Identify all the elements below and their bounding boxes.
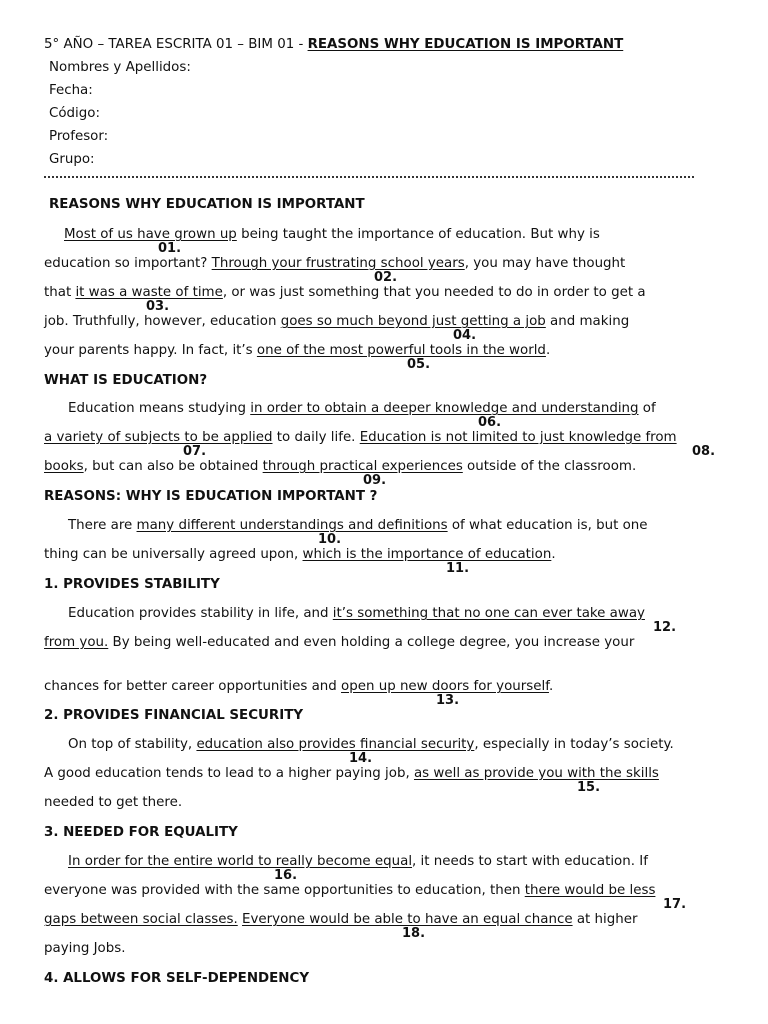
blank-number-10: 10. [318,532,342,547]
section-what-heading: WHAT IS EDUCATION? [44,373,208,388]
reasons-line-2: thing can be universally agreed upon, which is the importance of education. [44,547,556,562]
financial-line-2: A good education tends to lead to a higher paying job, as well as provide you with the skills [44,766,659,781]
blank-number-08: 08. [692,444,716,459]
blank-number-15: 15. [577,780,601,795]
equality-line-4: paying Jobs. [44,941,126,956]
blank-number-03: 03. [146,299,170,314]
intro-line-5: your parents happy. In fact, it’s one of the most powerful tools in the world. [44,343,551,358]
blank-number-02: 02. [374,270,398,285]
intro-line-3: that it was a waste of time, or was just something that you needed to do in order to get a [44,285,646,300]
field-group: Grupo: [49,152,95,167]
intro-line-2: education so important? Through your frustrating school years, you may have thought [44,256,626,271]
equality-line-3: gaps between social classes. Everyone would be able to have an equal chance at higher [44,912,638,927]
header-title: REASONS WHY EDUCATION IS IMPORTANT [307,37,624,52]
assignment-header [44,37,623,53]
blank-number-04: 04. [453,328,477,343]
header-prefix: 5° AÑO – TAREA ESCRITA 01 – BIM 01 - [44,37,308,52]
blank-number-16: 16. [274,868,298,883]
financial-line-3: needed to get there. [44,795,183,810]
equality-line-2: everyone was provided with the same opportunities to education, then there would be less [44,883,656,898]
blank-number-11: 11. [446,561,470,576]
blank-number-13: 13. [436,693,460,708]
section-3-heading: 3. NEEDED FOR EQUALITY [44,825,238,840]
what-line-1: Education means studying in order to obtain a deeper knowledge and understanding of [68,401,656,416]
section-2-heading: 2. PROVIDES FINANCIAL SECURITY [44,708,304,723]
intro-line-1: Most of us have grown up being taught the importance of education. But why is [64,227,600,242]
field-teacher: Profesor: [49,129,109,144]
field-date: Fecha: [49,83,93,98]
main-heading: REASONS WHY EDUCATION IS IMPORTANT [49,197,365,212]
dotted-separator [44,176,694,178]
intro-line-4: job. Truthfully, however, education goes so much beyond just getting a job and making [44,314,630,329]
blank-number-18: 18. [402,926,426,941]
section-1-heading: 1. PROVIDES STABILITY [44,577,220,592]
blank-number-09: 09. [363,473,387,488]
stability-line-1: Education provides stability in life, and it’s something that no one can ever take away [68,606,645,621]
blank-number-05: 05. [407,357,431,372]
section-4-heading: 4. ALLOWS FOR SELF-DEPENDENCY [44,971,310,986]
blank-number-06: 06. [478,415,502,430]
equality-line-1: In order for the entire world to really become equal, it needs to start with education. If [68,854,648,869]
blank-number-14: 14. [349,751,373,766]
field-names: Nombres y Apellidos: [49,60,191,75]
financial-line-1: On top of stability, education also provides financial security, especially in today’s society. [68,737,674,752]
stability-line-2: from you. By being well-educated and even holding a college degree, you increase your [44,635,635,650]
what-line-3: books, but can also be obtained through practical experiences outside of the classroom. [44,459,637,474]
field-code: Código: [49,106,100,121]
reasons-line-1: There are many different understandings and definitions of what education is, but one [68,518,648,533]
blank-number-07: 07. [183,444,207,459]
blank-number-01: 01. [158,241,182,256]
stability-line-3: chances for better career opportunities and open up new doors for yourself. [44,679,554,694]
what-line-2: a variety of subjects to be applied to daily life. Education is not limited to just knowledge from [44,430,677,445]
section-reasons-heading: REASONS: WHY IS EDUCATION IMPORTANT ? [44,489,378,504]
blank-number-17: 17. [663,897,687,912]
blank-number-12: 12. [653,620,677,635]
